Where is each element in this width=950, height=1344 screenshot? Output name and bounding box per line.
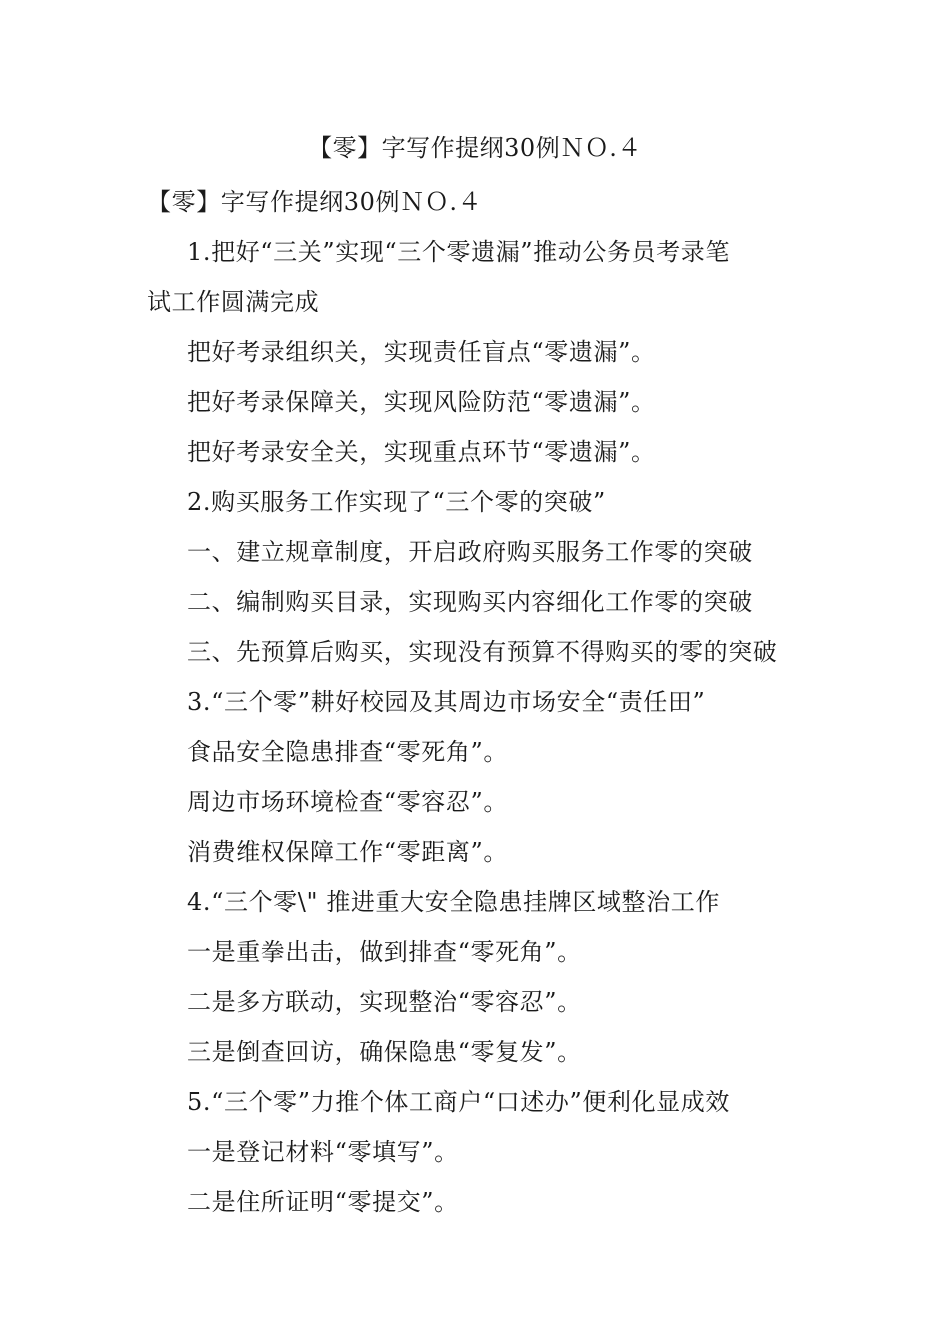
document-title: 【零】字写作提纲30例ＮＯ.４ xyxy=(308,134,642,162)
paragraph-line: 二是多方联动，实现整治“零容忍”。 xyxy=(187,988,582,1016)
paragraph-line: 周边市场环境检查“零容忍”。 xyxy=(187,788,508,816)
subtitle-line: 【零】字写作提纲30例ＮＯ.４ xyxy=(147,188,483,216)
heading-1-continuation: 试工作圆满完成 xyxy=(147,288,320,316)
document-body xyxy=(147,177,812,1227)
paragraph-line: 把好考录保障关，实现风险防范“零遗漏”。 xyxy=(187,388,656,416)
paragraph-line: 一是登记材料“零填写”。 xyxy=(187,1138,459,1166)
paragraph-line: 一、建立规章制度，开启政府购买服务工作零的突破 xyxy=(187,538,753,566)
paragraph-line: 三是倒查回访，确保隐患“零复发”。 xyxy=(187,1038,582,1066)
paragraph-line: 二、编制购买目录，实现购买内容细化工作零的突破 xyxy=(187,588,753,616)
heading-1: 1.把好“三关”实现“三个零遗漏”推动公务员考录笔 xyxy=(187,238,730,266)
paragraph-line: 把好考录组织关，实现责任盲点“零遗漏”。 xyxy=(187,338,656,366)
heading-5: 5.“三个零”力推个体工商户“口述办”便利化显成效 xyxy=(187,1088,730,1116)
paragraph-line: 把好考录安全关，实现重点环节“零遗漏”。 xyxy=(187,438,656,466)
heading-4: 4.“三个零\" 推进重大安全隐患挂牌区域整治工作 xyxy=(187,888,720,916)
heading-3: 3.“三个零”耕好校园及其周边市场安全“责任田” xyxy=(187,688,706,716)
paragraph-line: 食品安全隐患排查“零死角”。 xyxy=(187,738,508,766)
heading-2: 2.购买服务工作实现了“三个零的突破” xyxy=(187,488,606,516)
paragraph-line: 二是住所证明“零提交”。 xyxy=(187,1188,459,1216)
paragraph-line: 一是重拳出击，做到排查“零死角”。 xyxy=(187,938,582,966)
paragraph-line: 三、先预算后购买，实现没有预算不得购买的零的突破 xyxy=(187,638,778,666)
paragraph-line: 消费维权保障工作“零距离”。 xyxy=(187,838,508,866)
